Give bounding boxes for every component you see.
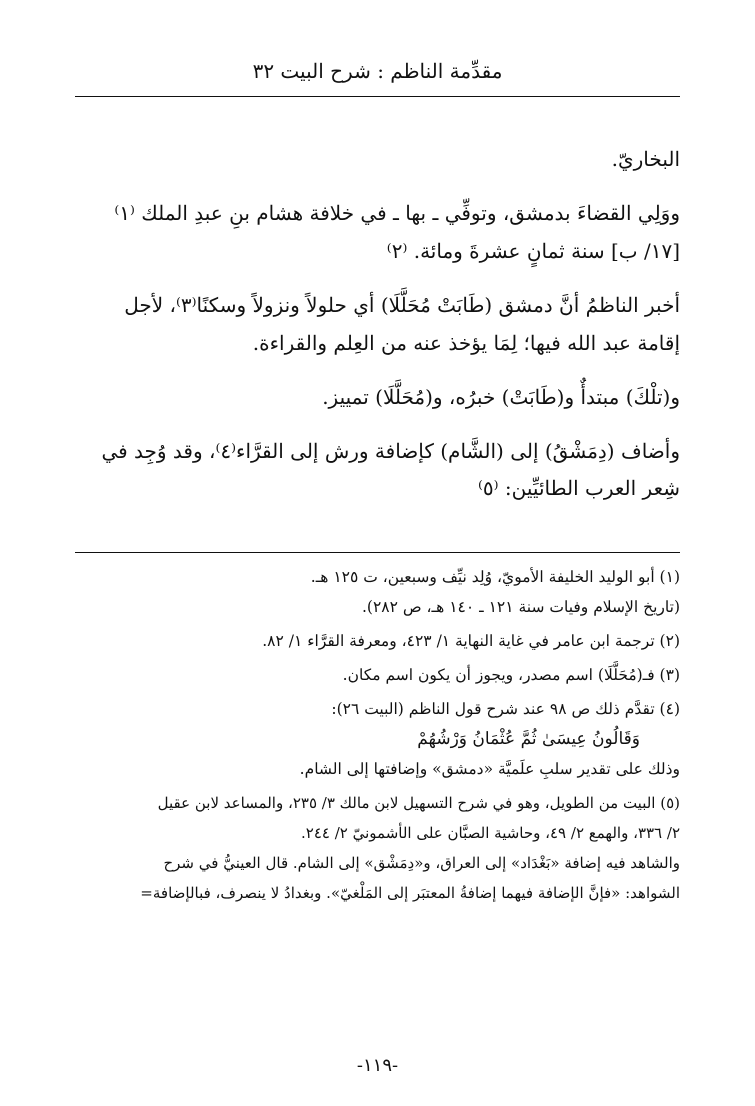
main-line: و(تلْكَ) مبتدأٌ و(طَابَتْ) خبرُه، و(مُحَلَّلَا) تمييز. (322, 385, 680, 409)
main-line: شِعر العرب الطائيِّين: ⁽٥⁾ (477, 476, 680, 500)
footnote-line: (٥) البيت من الطويل، وهو في شرح التسهيل لابن مالك ٣/ ٢٣٥، والمساعد لابن عقيل (157, 794, 680, 812)
footnote-line: والشاهد فيه إضافة «بَغْدَاد» إلى العراق، و«دِمَشْق» إلى الشام. قال العينيُّ في شرح (163, 854, 680, 872)
main-text (75, 140, 680, 506)
footnote-line: (٤) تقدَّم ذلك ص ٩٨ عند شرح قول الناظم (البيت ٢٦): (331, 700, 680, 718)
main-line: وأضاف (دِمَشْقُ) إلى (الشَّام) كإضافة ورش إلى القرَّاء⁽٤⁾، وقد وُجِد في (101, 439, 680, 463)
main-line: [١٧/ ب] سنة ثمانٍ عشرةَ ومائة. ⁽٢⁾ (386, 239, 680, 263)
footnote-line: (١) أبو الوليد الخليفة الأمويّ، وُلِد نيِّف وسبعين، ت ١٢٥ هـ. (310, 568, 680, 586)
main-line: ووَلِي القضاءَ بدمشق، وتوفِّي ـ بها ـ في خلافة هشام بنِ عبدِ الملك ⁽١⁾ (114, 201, 680, 225)
footnote-line: ٢/ ٣٣٦، والهمع ٢/ ٤٩، وحاشية الصبَّان على الأشمونيّ ٢/ ٢٤٤. (300, 824, 680, 842)
footnote-line: (٢) ترجمة ابن عامر في غاية النهاية ١/ ٤٢٣، ومعرفة القرَّاء ١/ ٨٢. (262, 632, 680, 650)
footnote-line: الشواهد: «فإنَّ الإضافة فيهما إضافةُ المعتبَر إلى المَلْغيّ». وبغدادُ لا ينصرف، فبالإضافة= (140, 884, 680, 902)
main-line: أخبر الناظمُ أنَّ دمشق (طَابَتْ مُحَلَّلَا) أي حلولاً ونزولاً وسكنًا⁽٣⁾، لأجل (124, 293, 680, 317)
running-header: مقدِّمة الناظم : شرح البيت ٣٢ (252, 59, 503, 83)
footnote-line: (تاريخ الإسلام وفيات سنة ١٢١ ـ ١٤٠ هـ، ص ٢٨٢). (361, 598, 680, 616)
footnote-line: (٣) فـ(مُحَلَّلَا) اسم مصدر، ويجوز أن يكون اسم مكان. (342, 666, 680, 684)
main-line: إقامة عبد الله فيها؛ لِمَا يؤخذ عنه من العِلم والقراءة. (252, 331, 680, 355)
footnote-divider (75, 552, 680, 553)
footnote-line: وذلك على تقدير سلبِ علَميَّة «دمشق» وإضافتها إلى الشام. (299, 760, 680, 778)
footnotes (75, 562, 680, 908)
main-line: البخاريّ. (611, 147, 680, 171)
page-number: -١١٩- (356, 1055, 399, 1076)
header-divider (75, 96, 680, 97)
footnote-verse: وَقَالُونُ عِيسَىٰ ثُمَّ عُثْمَانُ وَرْشُهُمْ (417, 729, 640, 749)
